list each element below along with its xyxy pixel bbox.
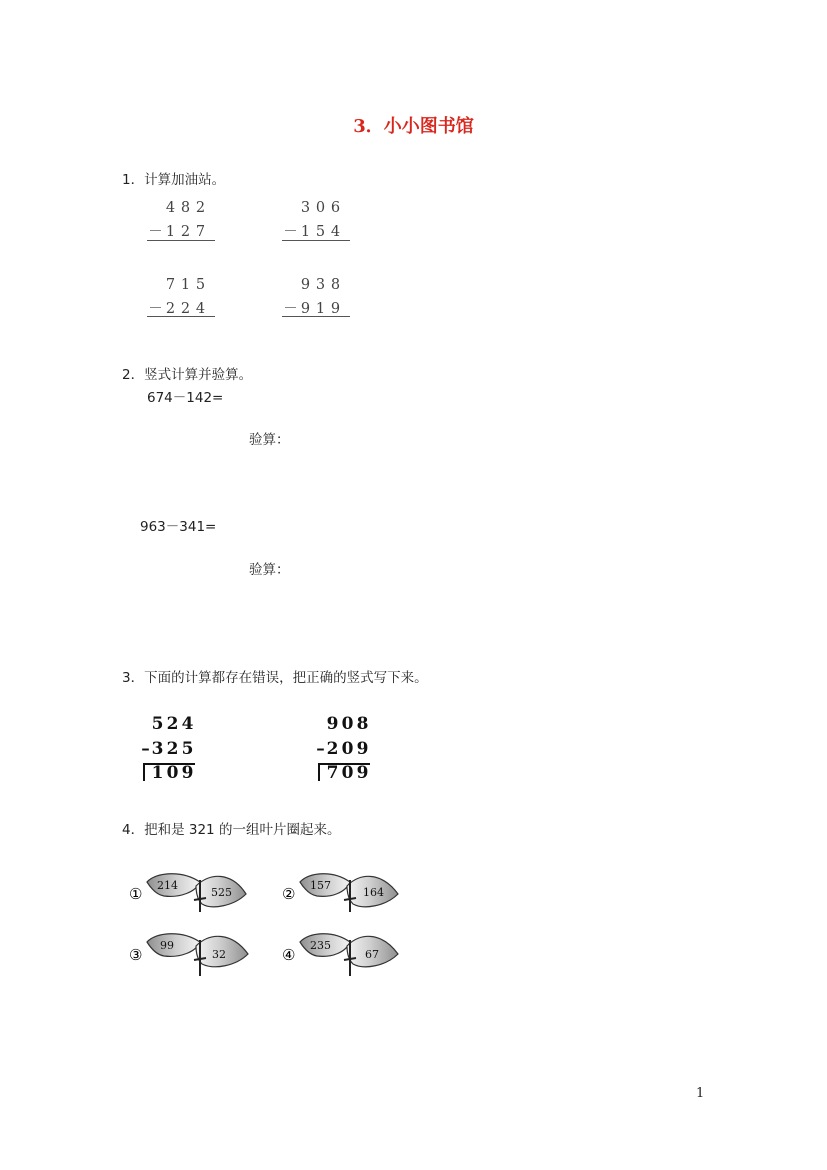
digit: 1 [300,224,311,240]
page-title: 3．小小图书馆 [353,116,474,137]
q2-check-label-1: 验算： [249,432,290,448]
q1-prompt: 1．计算加油站。 [122,172,226,188]
digit: 1 [151,763,164,783]
q1-p3-rule [147,316,215,317]
minus-sign: － [148,224,163,240]
minus-sign: – [141,739,150,759]
minus-sign: － [148,301,163,317]
digit: 9 [181,763,194,783]
q1-p1-rule [147,240,215,241]
digit: 5 [195,277,206,293]
q1-p2-top [298,200,343,216]
right-leaf-number: 164 [363,886,384,899]
q2-expression-2: 963－341= [140,519,217,535]
digit: 3 [151,739,164,759]
leaf-pairs-figure [120,860,420,985]
q3-p2-result [325,763,370,783]
q1-p1-top [163,200,208,216]
digit: 9 [330,301,341,317]
digit: 2 [180,301,191,317]
q1-p2-rule [282,240,350,241]
minus-sign: － [283,301,298,317]
digit: 2 [195,200,206,216]
digit: 7 [195,224,206,240]
q1-p3-bottom [148,297,208,318]
digit: 9 [300,277,311,293]
digit: 2 [166,714,179,734]
q3-prompt: 3．下面的计算都存在错误，把正确的竖式写下来。 [122,670,428,686]
leaf-pair-3[interactable] [129,934,248,976]
q1-p4-rule [282,316,350,317]
leaf-pair-1[interactable] [129,874,246,912]
q3-p1-bar [143,763,145,781]
digit: 9 [356,739,369,759]
digit: 1 [165,224,176,240]
q2-expression-1: 674－142= [147,390,224,406]
pair-label-4: ④ [282,946,296,964]
page-number: 1 [696,1086,705,1101]
right-leaf-number: 32 [212,948,226,961]
digit: 1 [315,301,326,317]
digit: 6 [330,200,341,216]
minus-sign: － [283,224,298,240]
digit: 4 [330,224,341,240]
digit: 0 [341,763,354,783]
digit: 2 [166,739,179,759]
left-leaf-number: 99 [160,939,174,952]
q3-p2-top [325,714,370,734]
digit: 0 [315,200,326,216]
pair-label-2: ② [282,885,296,903]
leaf-pair-4[interactable] [282,934,398,976]
digit: 9 [356,763,369,783]
digit: 4 [165,200,176,216]
digit: 8 [180,200,191,216]
digit: 0 [166,763,179,783]
q1-p4-bottom [283,297,343,318]
q1-p1-bottom [148,220,208,241]
digit: 9 [300,301,311,317]
left-leaf-number: 214 [157,879,178,892]
digit: 9 [326,714,339,734]
q3-p2-bar [318,763,320,781]
digit: 5 [181,739,194,759]
q1-p3-top [163,277,208,293]
right-leaf-number: 525 [211,886,232,899]
leaf-pair-2[interactable] [282,874,398,912]
digit: 2 [165,301,176,317]
q1-p2-bottom [283,220,343,241]
digit: 2 [326,739,339,759]
q2-prompt: 2．竖式计算并验算。 [122,367,253,383]
q1-p4-top [298,277,343,293]
left-leaf-number: 235 [310,939,331,952]
digit: 5 [151,714,164,734]
pair-label-3: ③ [129,946,143,964]
q3-p1-top [150,714,195,734]
digit: 8 [330,277,341,293]
digit: 0 [341,714,354,734]
left-leaf-number: 157 [310,879,331,892]
digit: 4 [181,714,194,734]
pair-label-1: ① [129,885,143,903]
digit: 8 [356,714,369,734]
minus-sign: – [316,739,325,759]
right-leaf-number: 67 [365,948,379,961]
q3-p2-bottom [316,739,370,759]
q3-p1-result [150,763,195,783]
digit: 3 [315,277,326,293]
digit: 7 [165,277,176,293]
digit: 2 [180,224,191,240]
digit: 7 [326,763,339,783]
digit: 0 [341,739,354,759]
digit: 3 [300,200,311,216]
q2-check-label-2: 验算： [249,562,290,578]
q4-prompt: 4．把和是 321 的一组叶片圈起来。 [122,822,341,838]
digit: 1 [180,277,191,293]
q3-p1-bottom [141,739,195,759]
digit: 5 [315,224,326,240]
digit: 4 [195,301,206,317]
